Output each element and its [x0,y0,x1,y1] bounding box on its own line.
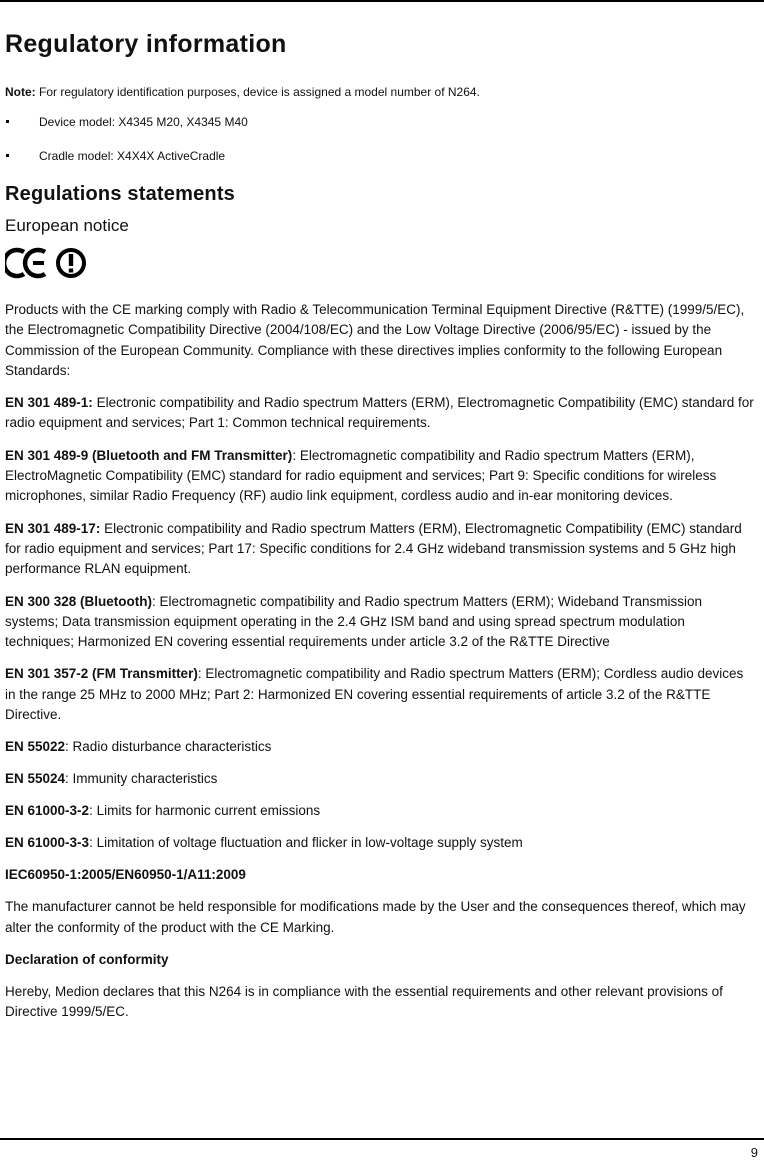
declaration-heading [5,950,755,970]
list-item: Device model: X4345 M20, X4345 M40 [5,115,755,129]
standard-entry [5,801,755,821]
standard-code: EN 301 489-9 (Bluetooth and FM Transmitter) [5,447,293,463]
standard-code: EN 301 357-2 (FM Transmitter) [5,666,198,682]
document-body [5,30,755,1035]
list-item: Cradle model: X4X4X ActiveCradle [5,149,755,163]
intro-paragraph: Products with the CE marking comply with Radio & Telecommunication Terminal Equipment Directive (R&TTE) (1999/5/EC), the Electromagnetic Compatibility Directive (2004/108/EC) and the Low Voltage Directive (2006/95/EC) - issued by the Commission of the European Community. Compliance with these directives implies conformity to the following European Standards: [5,302,745,378]
standard-code: EN 61000-3-3 [5,835,90,851]
standard-text: Electronic compatibility and Radio spectrum Matters (ERM), Electromagnetic Compatibility (EMC) standard for radio equipment and services; Part 1: Common technical requirements. [5,395,754,431]
standard-text: : Electromagnetic compatibility and Radio spectrum Matters (ERM); Wideband Transmission systems; Data transmission equipment operating in the 2.4 GHz ISM band and using spread spectrum modulation techniques; Harmonized EN covering essential requirements under article 3.2 of the R&TTE Directive [5,593,702,650]
standard-text: : Limits for harmonic current emissions [89,803,321,819]
standard-code: EN 300 328 (Bluetooth) [5,593,153,609]
note-text: For regulatory identification purposes, device is assigned a model number of N264. [35,85,480,99]
standard-code: EN 55024 [5,771,66,787]
regulations-heading: Regulations statements [5,183,236,205]
standard-entry [5,592,755,653]
top-rule [0,0,764,2]
standard-entry [5,519,755,580]
model-list [5,115,755,163]
standard-code: EN 301 489-1: [5,395,93,411]
regulatory-note [5,85,755,99]
bottom-rule [0,1138,764,1140]
standard-text: : Electromagnetic compatibility and Radio spectrum Matters (ERM), ElectroMagnetic Compatibility (EMC) standard for radio equipment and services; Part 9: Specific conditions for wireless microphones, similar Radio Frequency (RF) audio link equipment, cordless audio and in-ear monitoring devices. [5,447,717,504]
manufacturer-note: The manufacturer cannot be held responsible for modifications made by the User and the consequences thereof, which may alter the conformity of the product with the CE Marking. [5,899,746,935]
standard-text: : Immunity characteristics [65,771,218,787]
note-label: Note: [5,85,36,99]
standard-entry [5,833,755,853]
standard-text: : Radio disturbance characteristics [65,739,272,755]
standard-text: : Limitation of voltage fluctuation and flicker in low-voltage supply system [89,835,523,851]
standard-text: : Electromagnetic compatibility and Radio spectrum Matters (ERM); Cordless audio devices in the range 25 MHz to 2000 MHz; Part 2: Harmonized EN covering essential requirements of article 3.2 of the R&TTE Directive. [5,666,744,723]
declaration-text: Hereby, Medion declares that this N264 is in compliance with the essential requirements and other relevant provisions of Directive 1999/5/EC. [5,983,723,1020]
page-number: 9 [750,1145,758,1160]
iec-code: IEC60950-1:2005/EN60950-1/A11:2009 [5,867,246,883]
iec-standard [5,865,755,885]
standard-entry [5,393,755,434]
european-notice-heading: European notice [5,216,129,235]
standard-code: EN 55022 [5,739,66,755]
standard-text: Electronic compatibility and Radio spectrum Matters (ERM), Electromagnetic Compatibility (EMC) standard for radio equipment and services; Part 17: Specific conditions for 2.4 GHz wideband transmission systems and 5 GHz high performance RLAN equipment. [5,520,742,577]
ce-alert-mark-icon [5,246,755,280]
standard-entry [5,737,755,757]
standard-code: EN 61000-3-2 [5,803,90,819]
standard-code: EN 301 489-17: [5,520,101,536]
standard-entry [5,664,755,725]
page-title: Regulatory information [5,30,287,58]
ce-mark-graphic [5,246,87,280]
declaration-heading-text: Declaration of conformity [5,951,169,967]
standard-entry [5,446,755,507]
standard-entry [5,769,755,789]
